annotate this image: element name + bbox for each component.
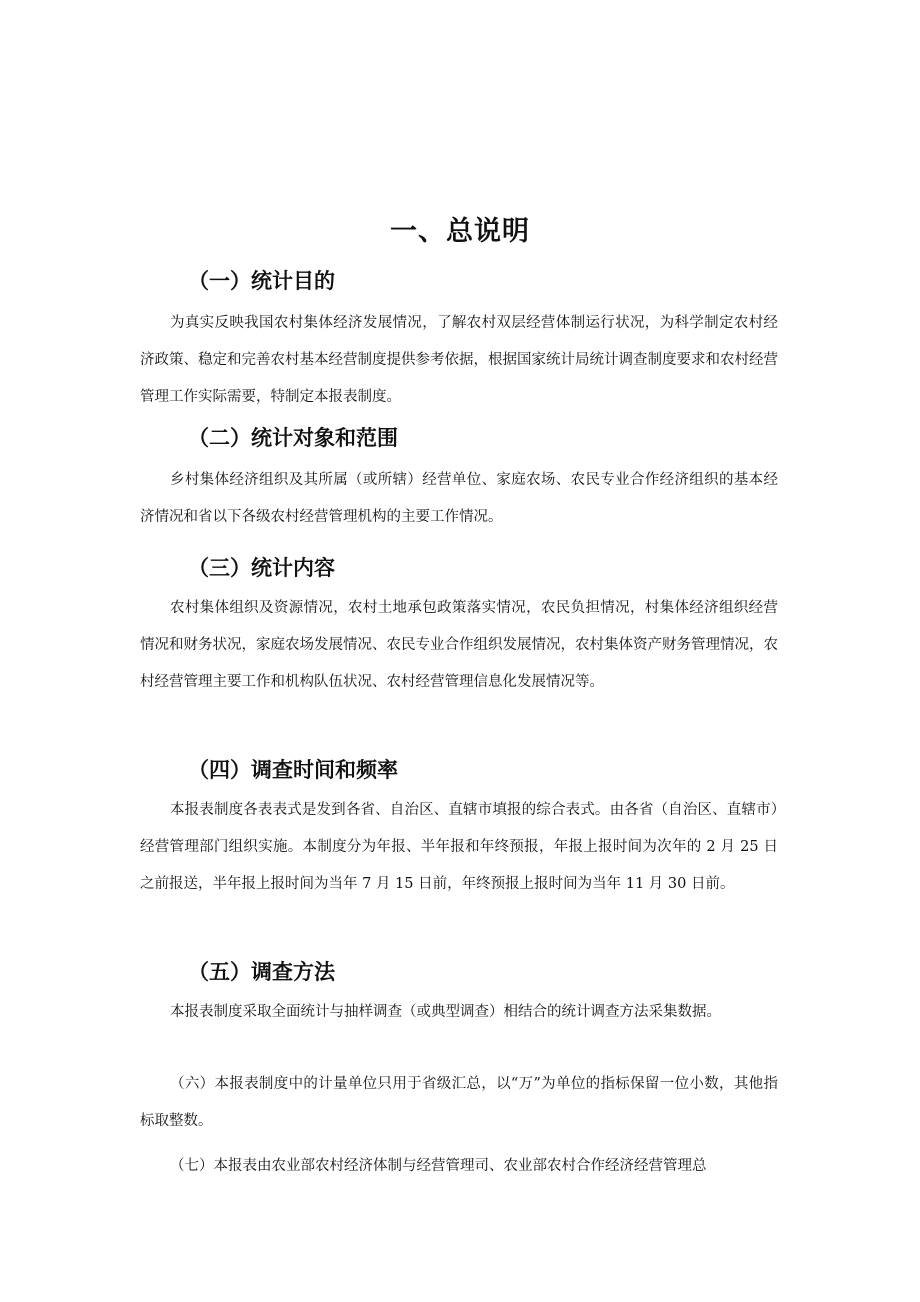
section-body-timing: 本报表制度各表表式是发到各省、自治区、直辖市填报的综合表式。由各省（自治区、直辖市）经营管理部门组织实施。本制度分为年报、半年报和年终预报，年报上报时间为次年的 2 月 25 日之前报送，半年报上报时间为当年 7 月 15 日前，年终预报上报时间为当年 11 月 30 日前。 <box>140 802 778 892</box>
section-heading-scope: （二）统计对象和范围 <box>188 426 398 450</box>
section-body-content: 农村集体组织及资源情况，农村土地承包政策落实情况，农民负担情况，村集体经济组织经营情况和财务状况，家庭农场发展情况、农民专业合作组织发展情况，农村集体资产财务管理情况，农村经营管理主要工作和机构队伍状况、农村经营管理信息化发展情况等。 <box>140 600 778 690</box>
section-heading-purpose: （一）统计目的 <box>188 269 335 293</box>
section-body-scope: 乡村集体经济组织及其所属（或所辖）经营单位、家庭农场、农民专业合作经济组织的基本经济情况和省以下各级农村经营管理机构的主要工作情况。 <box>140 472 778 525</box>
section-heading-timing: （四）调查时间和频率 <box>188 758 398 782</box>
page-title: 一、总说明 <box>390 216 530 247</box>
section-heading-content: （三）统计内容 <box>188 556 335 580</box>
paragraph-units: （六）本报表制度中的计量单位只用于省级汇总，以“万”为单位的指标保留一位小数，其他指标取整数。 <box>140 1076 778 1129</box>
section-heading-method: （五）调查方法 <box>188 960 335 984</box>
paragraph-issuer: （七）本报表由农业部农村经济体制与经营管理司、农业部农村合作经济经营管理总 <box>170 1158 707 1174</box>
section-body-purpose: 为真实反映我国农村集体经济发展情况，了解农村双层经营体制运行状况，为科学制定农村经济政策、稳定和完善农村基本经营制度提供参考依据，根据国家统计局统计调查制度要求和农村经营管理工作实际需要，特制定本报表制度。 <box>140 315 778 405</box>
section-body-method: 本报表制度采取全面统计与抽样调查（或典型调查）相结合的统计调查方法采集数据。 <box>170 1004 721 1020</box>
